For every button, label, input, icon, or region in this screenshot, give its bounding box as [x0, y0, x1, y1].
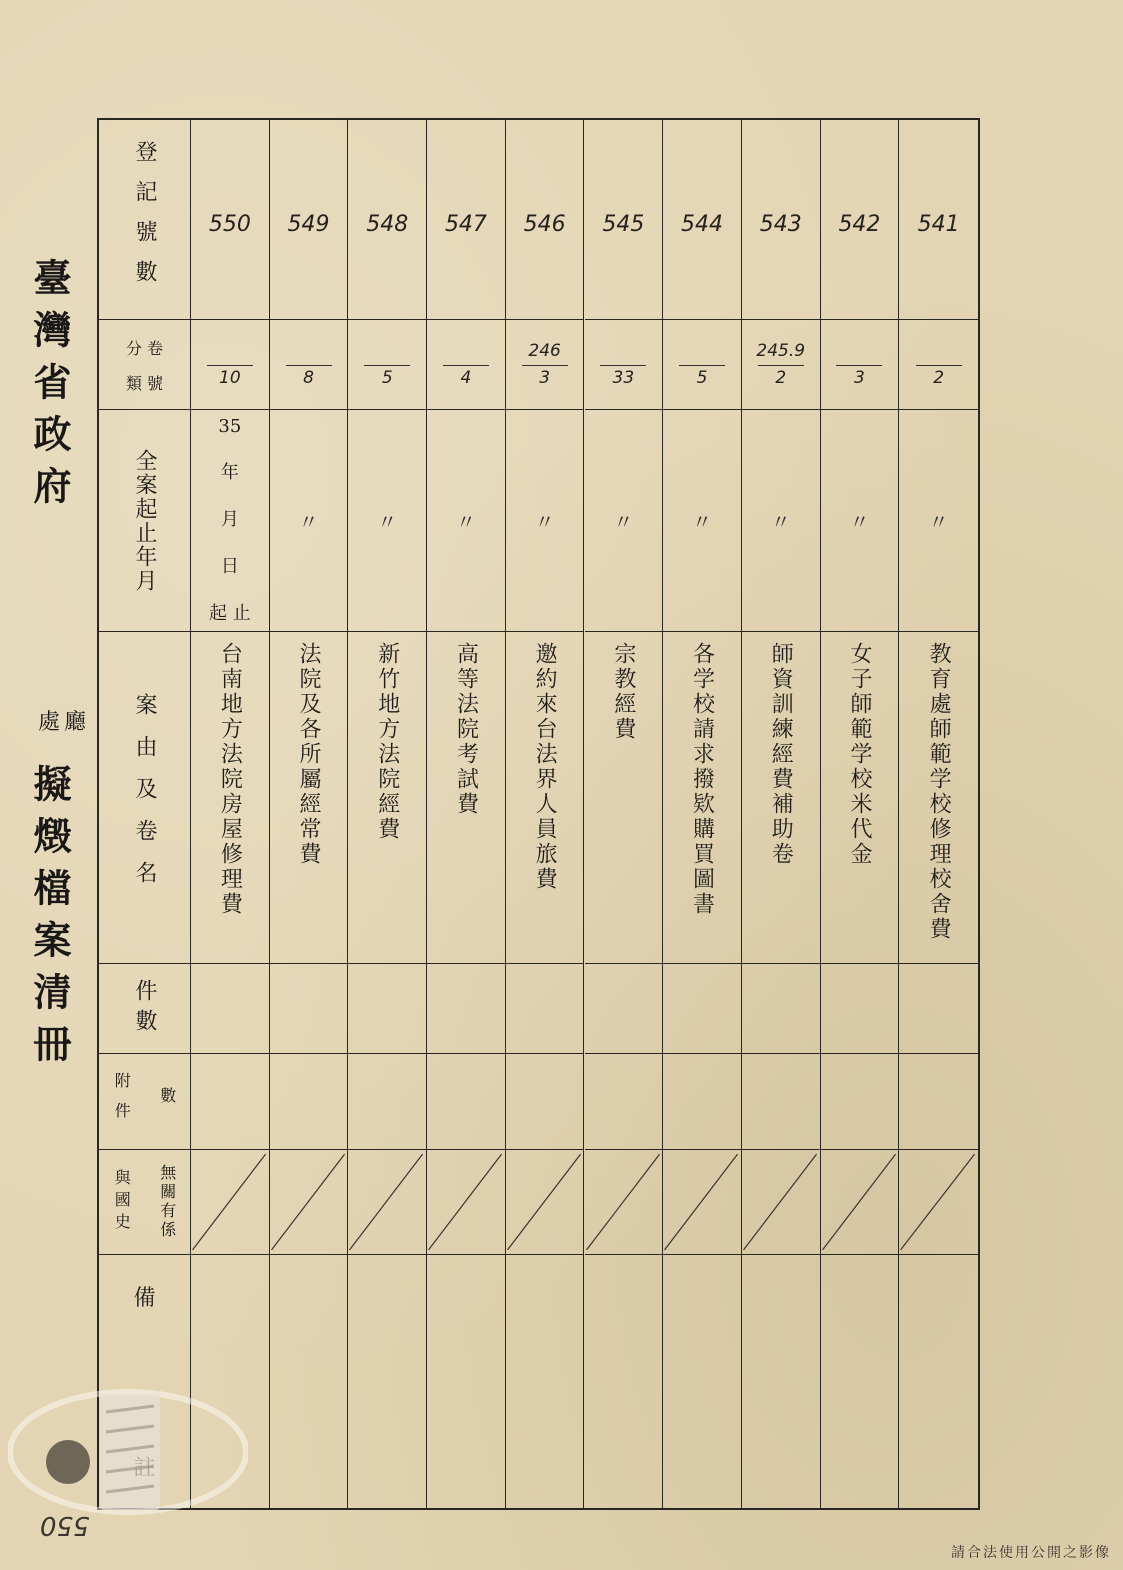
date-ditto-mark: 〃: [928, 510, 949, 534]
reg-no-cell: [663, 120, 741, 320]
count-cell: [821, 964, 899, 1054]
count-cell: [270, 964, 348, 1054]
category-cell: [270, 320, 348, 410]
count-cell: [899, 964, 978, 1054]
archive-logo-icon: [8, 1372, 248, 1532]
attachment-cell: [585, 1054, 663, 1150]
category-cell: [742, 320, 820, 410]
reg-no-cell: [348, 120, 426, 320]
ledger-column: [742, 120, 821, 1508]
diagonal-strike-mark: [191, 1150, 269, 1254]
count-cell: [742, 964, 820, 1054]
attachment-cell: [427, 1054, 505, 1150]
remarks-cell: [663, 1255, 741, 1508]
category-bottom-value: 8: [303, 368, 314, 388]
date-start-end-label: 起 止: [208, 603, 251, 624]
category-top-value: 245.9: [756, 341, 806, 361]
category-bottom-value: 5: [381, 368, 393, 388]
diagonal-strike-mark: [270, 1150, 348, 1254]
header-remarks: 備: [99, 1255, 191, 1508]
header-history-relation: 與國史 無關有係: [99, 1150, 191, 1255]
ledger-column: [899, 120, 978, 1508]
category-bottom-value: 2: [775, 368, 787, 388]
category-cell: [821, 320, 899, 410]
attachment-cell: [191, 1054, 269, 1150]
reg-no-value: 550: [208, 212, 251, 237]
list-title: 擬燬檔案清冊: [27, 764, 72, 1076]
fraction-bar: [522, 365, 568, 366]
date-month-label: 月: [220, 509, 239, 530]
subject-text: 教育處師範学校修理校舍費: [926, 642, 952, 942]
footer-notice: 請合法使用公開之影像: [951, 1545, 1111, 1561]
history-relation-cell: [506, 1150, 584, 1255]
history-relation-cell: [742, 1150, 820, 1255]
ledger-table: [97, 118, 980, 1510]
remarks-cell: [585, 1255, 663, 1508]
date-cell: [585, 410, 663, 632]
subject-text: 各学校請求撥欵購買圖書: [689, 642, 715, 917]
fraction-bar: [916, 365, 962, 366]
reg-no-cell: [821, 120, 899, 320]
fraction-bar: [758, 365, 804, 366]
reg-no-value: 548: [366, 212, 409, 237]
count-cell: [191, 964, 269, 1054]
category-fraction: [679, 341, 725, 388]
history-relation-cell: [427, 1150, 505, 1255]
count-cell: [348, 964, 426, 1054]
subject-text: 宗教經費: [610, 642, 636, 742]
subject-text: 新竹地方法院經費: [374, 642, 400, 842]
subject-cell: [191, 632, 269, 964]
category-bottom-value: 4: [460, 368, 472, 388]
ledger-column: [506, 120, 585, 1508]
date-cell: [899, 410, 978, 632]
remarks-cell: [427, 1255, 505, 1508]
category-bottom-value: 3: [539, 368, 551, 388]
date-ditto-mark: 〃: [692, 510, 713, 534]
header-reg-no: 登記號數: [99, 120, 191, 320]
attachment-cell: [663, 1054, 741, 1150]
history-relation-cell: [663, 1150, 741, 1255]
date-ditto-mark: 〃: [770, 510, 791, 534]
count-cell: [585, 964, 663, 1054]
category-fraction: [443, 341, 489, 388]
ledger-column: [585, 120, 664, 1508]
history-relation-cell: [348, 1150, 426, 1255]
reg-no-value: 549: [287, 212, 330, 237]
fraction-bar: [679, 365, 725, 366]
attachment-cell: [506, 1054, 584, 1150]
fraction-bar: [364, 365, 410, 366]
remarks-cell: [270, 1255, 348, 1508]
diagonal-strike-mark: [427, 1150, 505, 1254]
reg-no-cell: [191, 120, 269, 320]
fraction-bar: [836, 365, 882, 366]
count-cell: [663, 964, 741, 1054]
category-top-value: 246: [528, 341, 561, 361]
date-cell: [506, 410, 584, 632]
attachment-cell: [742, 1054, 820, 1150]
attachment-cell: [348, 1054, 426, 1150]
header-subject: 案由及卷名: [99, 632, 191, 964]
ledger-column: [821, 120, 900, 1508]
reg-no-value: 542: [838, 212, 881, 237]
subject-cell: [270, 632, 348, 964]
category-cell: [899, 320, 978, 410]
data-columns: [191, 120, 978, 1508]
date-cell: [663, 410, 741, 632]
subject-cell: [506, 632, 584, 964]
date-year-label: 年: [220, 462, 239, 483]
reg-no-value: 546: [523, 212, 566, 237]
diagonal-strike-mark: [821, 1150, 899, 1254]
remarks-cell: [348, 1255, 426, 1508]
subject-text: 台南地方法院房屋修理費: [217, 642, 243, 917]
history-relation-cell: [821, 1150, 899, 1255]
category-fraction: [522, 341, 568, 388]
ledger-column: [191, 120, 270, 1508]
reg-no-cell: [506, 120, 584, 320]
government-title: 臺灣省政府: [27, 258, 72, 518]
subject-cell: [663, 632, 741, 964]
count-cell: [427, 964, 505, 1054]
reg-no-value: 545: [602, 212, 645, 237]
subject-cell: [427, 632, 505, 964]
category-cell: [348, 320, 426, 410]
reg-no-cell: [899, 120, 978, 320]
date-ditto-mark: 〃: [377, 510, 398, 534]
attachment-cell: [899, 1054, 978, 1150]
header-category: 分 卷 類 號: [99, 320, 191, 410]
diagonal-strike-mark: [506, 1150, 584, 1254]
fraction-bar: [443, 365, 489, 366]
date-ditto-mark: 〃: [298, 510, 319, 534]
date-cell: [270, 410, 348, 632]
subject-cell: [742, 632, 820, 964]
remarks-cell: [506, 1255, 584, 1508]
date-ditto-mark: 〃: [534, 510, 555, 534]
subject-text: 師資訓練經費補助卷: [768, 642, 794, 867]
diagonal-strike-mark: [899, 1150, 978, 1254]
subject-cell: [899, 632, 978, 964]
ledger-column: [348, 120, 427, 1508]
date-ditto-mark: 〃: [849, 510, 870, 534]
category-bottom-value: 5: [696, 368, 708, 388]
subject-text: 法院及各所屬經常費: [296, 642, 322, 867]
subject-text: 邀約來台法界人員旅費: [532, 642, 558, 892]
category-cell: [585, 320, 663, 410]
category-cell: [506, 320, 584, 410]
reg-no-cell: [270, 120, 348, 320]
category-fraction: [364, 341, 410, 388]
category-fraction: [756, 341, 805, 388]
category-bottom-value: 10: [219, 368, 241, 388]
fraction-bar: [207, 365, 253, 366]
date-day-label: 日: [220, 556, 239, 577]
reg-no-value: 541: [917, 212, 960, 237]
subject-text: 女子師範学校米代金: [846, 642, 872, 867]
fraction-bar: [600, 365, 646, 366]
header-date-range: 全案起止年月: [99, 410, 191, 632]
history-relation-cell: [585, 1150, 663, 1255]
category-fraction: [600, 341, 646, 388]
history-relation-cell: [899, 1150, 978, 1255]
date-ditto-mark: 〃: [613, 510, 634, 534]
reg-no-cell: [742, 120, 820, 320]
date-cell: [427, 410, 505, 632]
header-count: 件數: [99, 964, 191, 1054]
category-fraction: [207, 341, 253, 388]
attachment-cell: [270, 1054, 348, 1150]
date-cell: [348, 410, 426, 632]
date-cell: [742, 410, 820, 632]
subject-text: 高等法院考試費: [453, 642, 479, 817]
office-label: 處廳: [38, 710, 91, 735]
ledger-column: [427, 120, 506, 1508]
reg-no-value: 547: [444, 212, 487, 237]
header-attachments: 附件 數: [99, 1054, 191, 1150]
remarks-cell: [821, 1255, 899, 1508]
category-bottom-value: 33: [612, 368, 635, 388]
history-relation-cell: [270, 1150, 348, 1255]
date-ditto-mark: 〃: [455, 510, 476, 534]
category-cell: [663, 320, 741, 410]
category-fraction: [916, 341, 962, 388]
date-year-prefix: 35: [218, 416, 242, 437]
reg-no-value: 543: [759, 212, 802, 237]
remarks-cell: [899, 1255, 978, 1508]
handwritten-page-number: 550: [40, 1510, 90, 1540]
fraction-bar: [286, 365, 332, 366]
ledger-column: [663, 120, 742, 1508]
attachment-cell: [821, 1054, 899, 1150]
subject-cell: [348, 632, 426, 964]
remarks-cell: [742, 1255, 820, 1508]
history-relation-cell: [191, 1150, 269, 1255]
reg-no-cell: [585, 120, 663, 320]
reg-no-value: 544: [681, 212, 724, 237]
count-cell: [506, 964, 584, 1054]
diagonal-strike-mark: [663, 1150, 741, 1254]
diagonal-strike-mark: [742, 1150, 820, 1254]
diagonal-strike-mark: [348, 1150, 426, 1254]
date-cell: [191, 410, 269, 632]
date-cell: [821, 410, 899, 632]
ledger-column: [270, 120, 349, 1508]
diagonal-strike-mark: [585, 1150, 663, 1254]
category-cell: [427, 320, 505, 410]
reg-no-cell: [427, 120, 505, 320]
subject-cell: [585, 632, 663, 964]
subject-cell: [821, 632, 899, 964]
category-bottom-value: 3: [854, 368, 865, 388]
category-bottom-value: 2: [933, 368, 945, 388]
category-fraction: [286, 341, 332, 388]
category-fraction: [836, 341, 882, 388]
category-cell: [191, 320, 269, 410]
